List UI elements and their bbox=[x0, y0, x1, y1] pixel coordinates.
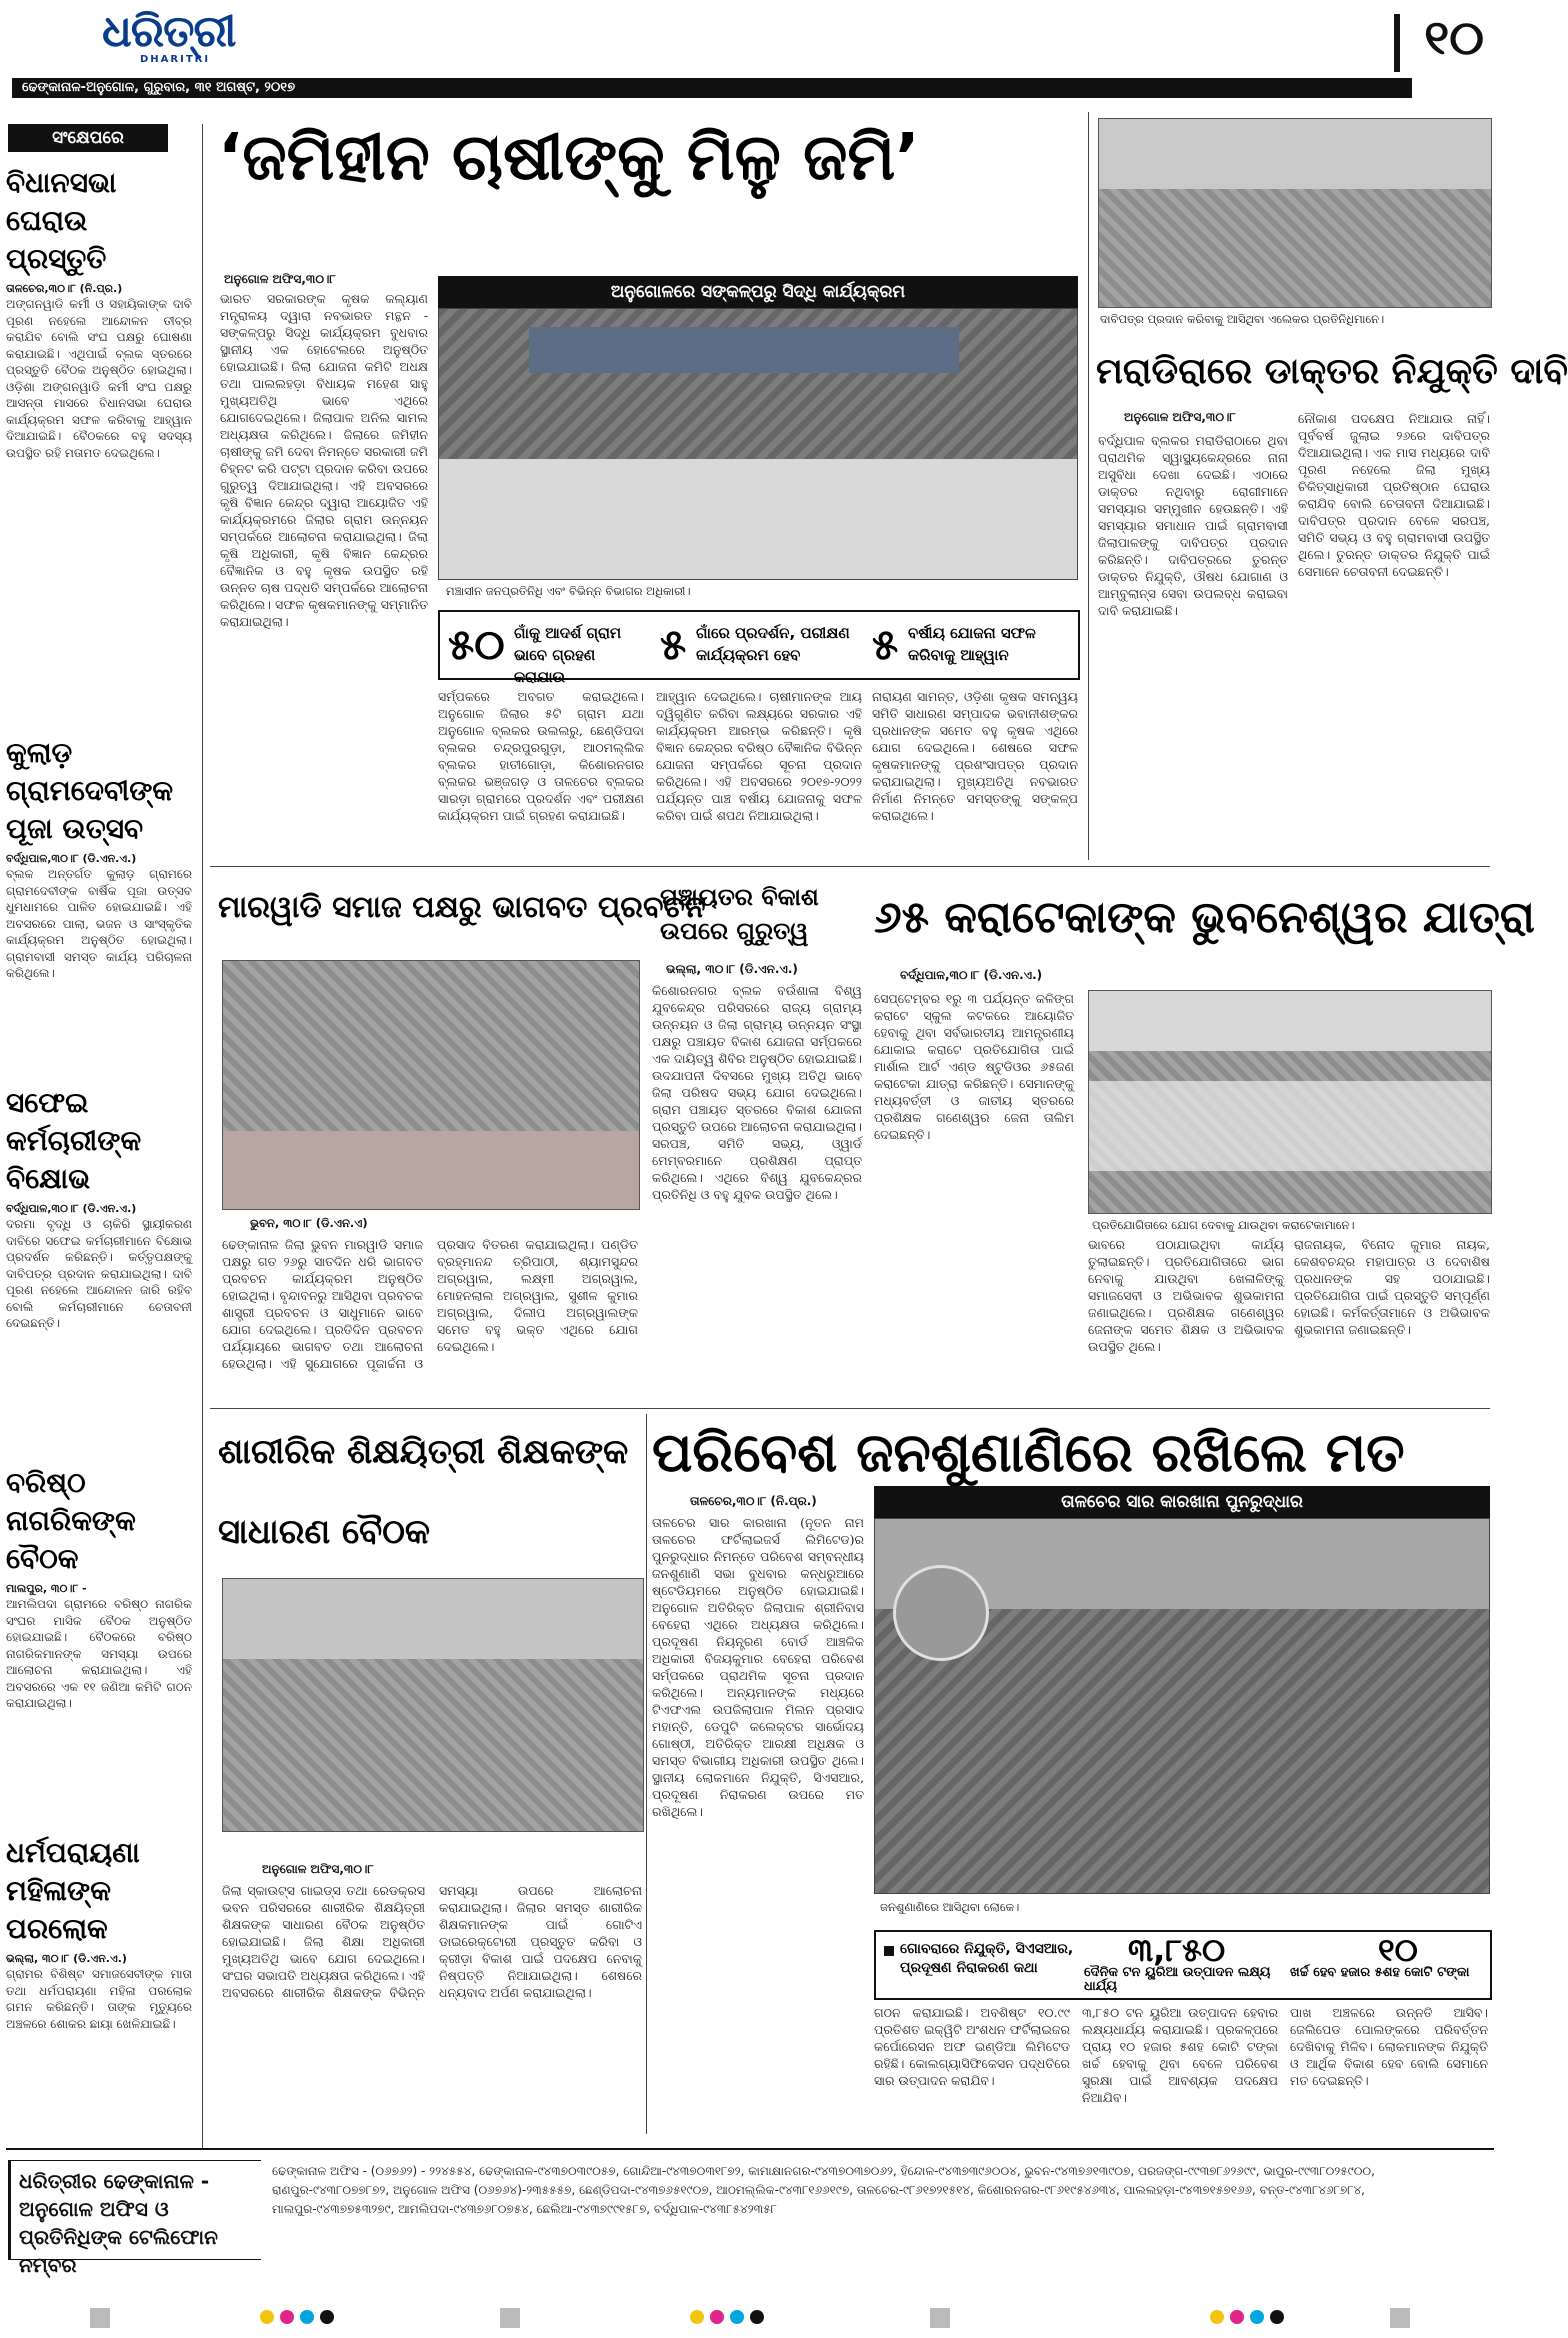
teacher-headline-1: ଶାରୀରିକ ଶିକ୍ଷୟିତ୍ରୀ ଶିକ୍ଷକଙ୍କ bbox=[218, 1432, 629, 1472]
fan-icon bbox=[893, 1565, 989, 1661]
masthead bbox=[12, 6, 1488, 80]
dot-icon bbox=[710, 2310, 724, 2324]
page-number: ୧୦ bbox=[1424, 10, 1484, 66]
sidebar-divider bbox=[202, 124, 203, 2148]
panchayat-headline-text: ପଞ୍ଚାୟତର ବିକାଶ ଉପରେ ଗୁରୁତ୍ୱ bbox=[660, 883, 819, 945]
brief-text: ଆମଲିପଦା ଗ୍ରାମରେ ବରିଷ୍ଠ ନାଗରିକ ସଂଘର ମାସିକ ବୈଠକ ଅନୁଷ୍ଠିତ ହୋଇଯାଇଛି। ବୈଠକରେ ବରିଷ୍ଠ ନାଗରିକମାନଙ୍କ ସମସ୍ୟା ଉପରେ ଆଲୋଚନା କରାଯାଇଥିଲା। ଏହି ଅବସରରେ ଏକ ୧୧ ଜଣିଆ କମିଟି ଗଠନ କରାଯାଇଥିଲା। bbox=[6, 1597, 192, 1710]
fact-number: ୩,୮୫୦ bbox=[1128, 1931, 1226, 1969]
fact-number: ୫୦ bbox=[448, 620, 505, 669]
dot-icon bbox=[320, 2310, 334, 2324]
lead-photo-backdrop bbox=[529, 327, 959, 373]
demand-photo-caption: ଦାବିପତ୍ର ପ୍ରଦାନ କରିବାକୁ ଆସିଥିବା ଏଲେକର ପ୍ରତିନିଧିମାନେ। bbox=[1100, 312, 1385, 326]
dot-icon bbox=[280, 2310, 294, 2324]
demand-headline: ମରାଡିରାରେ ଡାକ୍ତର ନିଯୁକ୍ତି ଦାବି bbox=[1096, 351, 1568, 392]
footer-divider bbox=[6, 2148, 1494, 2150]
karate-col: ରାଜନାୟକ, ବିନୋଦ କୁମାର ନାୟକ, କେଶବଚନ୍ଦ୍ର ମହାପାତ୍ର ଓ ଦେବାଶିଷ ପ୍ରଧାନଙ୍କ ସହ ପଠାଯାଇଛି। ପ୍ରତିଯୋଗିତା ପାଇଁ ପ୍ରସ୍ତୁତି ସମ୍ପୂର୍ଣ୍ଣ ହୋଇଛି। କର୍ମକର୍ତ୍ତାମାନେ ଓ ଅଭିଭାବକ ଶୁଭକାମନା ଜଣାଇଛନ୍ତି। bbox=[1294, 1237, 1490, 1337]
column-divider bbox=[646, 1414, 647, 2134]
masthead-logo bbox=[12, 6, 272, 80]
fact-item bbox=[884, 1936, 1074, 1994]
lead-headline: ‘ଜମିହୀନ ଚାଷୀଙ୍କୁ ମିଳୁ ଜମି’ bbox=[218, 121, 920, 195]
fact-item bbox=[1290, 1931, 1484, 1994]
panchayat-headline bbox=[660, 880, 860, 948]
fact-number: ୫ bbox=[872, 620, 899, 669]
brief-item bbox=[6, 1464, 192, 1846]
dot-icon bbox=[1270, 2310, 1284, 2324]
dot-icon bbox=[1230, 2310, 1244, 2324]
phone-box bbox=[8, 2160, 261, 2277]
dot-icon bbox=[1210, 2310, 1224, 2324]
demand-photo-building bbox=[1099, 119, 1491, 189]
environment-photo bbox=[874, 1518, 1490, 1894]
lead-col: ନାରାୟଣ ସାମନ୍ତ, ଓଡ଼ିଶା କୃଷକ ସମନ୍ୱୟ ସମିତି ସାଧାରଣ ସମ୍ପାଦକ ଭବାନୀଶଙ୍କର ପ୍ରଧାନଙ୍କ ସମେତ ବହୁ କୃଷକ ଏଥିରେ ଯୋଗ ଦେଇଥିଲେ। ଶେଷରେ ସଫଳ କୃଷକମାନଙ୍କୁ ପ୍ରଶଂସାପତ୍ର ପ୍ରଦାନ କରାଯାଇଥିଲା। ମୁଖ୍ୟଅତିଥି ନବଭାରତ ନିର୍ମାଣ ନିମନ୍ତେ ସମସ୍ତଙ୍କୁ ସଙ୍କଳ୍ପ କରାଇଥିଲେ। bbox=[872, 689, 1078, 823]
brief-item bbox=[6, 1834, 192, 2156]
brief-text: ଗ୍ରାମର ବିଶିଷ୍ଟ ସମାଜସେବୀଙ୍କ ମାତା ତଥା ଧର୍ମପରାୟଣା ମହିଳା ପରଲୋକ ଗମନ କରିଛନ୍ତି। ତାଙ୍କ ମୃତ୍ୟୁରେ ଅଞ୍ଚଳରେ ଶୋକର ଛାୟା ଖେଳିଯାଇଛି। bbox=[6, 1967, 192, 2031]
brief-title: କୁଲାଡ଼ ଗ୍ରାମଦେବୀଙ୍କ ପୂଜା ଉତ୍ସବ bbox=[6, 736, 174, 845]
registration-bar bbox=[930, 2308, 950, 2328]
brief-text: ଦରମା ବୃଦ୍ଧି ଓ ଚାକିରି ସ୍ଥାୟୀକରଣ ଦାବିରେ ସଫେଇ କର୍ମଚାରୀମାନେ ବିକ୍ଷୋଭ ପ୍ରଦର୍ଶନ କରିଛନ୍ତି। କର୍ତ୍ତୃପକ୍ଷଙ୍କୁ ଦାବିପତ୍ର ପ୍ରଦାନ କରାଯାଇଥିଲା। ଦାବି ପୂରଣ ନହେଲେ ଆନ୍ଦୋଳନ ଜାରି ରହିବ ବୋଲି କର୍ମଚାରୀମାନେ ଚେତାବନୀ ଦେଇଛନ୍ତି। bbox=[6, 1217, 192, 1330]
brief-item bbox=[6, 1084, 192, 1506]
karate-photo-wall bbox=[1089, 991, 1491, 1051]
sidebar bbox=[6, 124, 196, 2148]
demand-dateline: ଅନୁଗୋଳ ଅଫିସ,୩୦।୮ bbox=[1124, 410, 1236, 424]
brief-dateline: ତାଳଚେର,୩୦।୮ (ନି.ପ୍ର.) bbox=[6, 282, 123, 295]
sidebar-label: ସଂକ୍ଷେପରେ bbox=[8, 124, 168, 152]
karate-photo-uniforms bbox=[1089, 1081, 1491, 1171]
lead-photo-table bbox=[439, 459, 1077, 579]
registration-bar bbox=[500, 2308, 520, 2328]
lead-facts bbox=[438, 610, 1080, 686]
environment-banner: ତାଳଚେର ସାର କାରଖାନା ପୁନରୁଦ୍ଧାର bbox=[874, 1486, 1490, 1518]
square-bullet-icon bbox=[884, 1946, 894, 1956]
brief-dateline: ଭଲ୍ଲା, ୩୦।୮ (ଡି.ଏନ.ଏ.) bbox=[6, 1952, 127, 1965]
demand-col: ବର୍ଦ୍ଧିପାଳ ବ୍ଲକର ମରାଡିରାଠାରେ ଥିବା ପ୍ରାଥମିକ ସ୍ୱାସ୍ଥ୍ୟକେନ୍ଦ୍ରରେ ନାନା ଅସୁବିଧା ଦେଖା ଦେଇଛି। ଏଠାରେ ଡାକ୍ତର ନଥିବାରୁ ରୋଗୀମାନେ ସମସ୍ୟାର ସମ୍ମୁଖୀନ ହେଉଛନ୍ତି। ଏହି ସମସ୍ୟାର ସମାଧାନ ପାଇଁ ଗ୍ରାମବାସୀ ଜିଲାପାଳଙ୍କୁ ଦାବିପତ୍ର ପ୍ରଦାନ କରିଛନ୍ତି। ଦାବିପତ୍ରରେ ତୁରନ୍ତ ଡାକ୍ତର ନିଯୁକ୍ତି, ଔଷଧ ଯୋଗାଣ ଓ ଆମ୍ବୁଲାନ୍ସ ସେବା ଉପଲବ୍ଧ କରାଇବା ଦାବି କରାଯାଇଛି। bbox=[1098, 433, 1288, 618]
fact-number: ୧୦ bbox=[1378, 1931, 1418, 1969]
environment-photo-caption: ଜନଶୁଣାଣିରେ ଆସିଥିବା ଲୋକେ। bbox=[880, 1900, 1020, 1914]
brief-title: ବରିଷ୍ଠ ନାଗରିକଙ୍କ ବୈଠକ bbox=[6, 1466, 136, 1575]
section-divider bbox=[210, 866, 1490, 867]
dot-icon bbox=[690, 2310, 704, 2324]
registration-dots bbox=[260, 2310, 350, 2326]
fact-item bbox=[872, 616, 1072, 674]
teacher-body: ଜିଲା ସ୍କାଉଟ୍ସ ଗାଇଡ୍ସ ତଥା ରେଡକ୍ରସ ଭବନ ପରିସରରେ ଶାରୀରିକ ଶିକ୍ଷୟିତ୍ରୀ ଶିକ୍ଷକଙ୍କ ସାଧାରଣ ବୈଠକ ଅନୁଷ୍ଠିତ ହୋଇଯାଇଛି। ଜିଲା ଶିକ୍ଷା ଅଧିକାରୀ ମୁଖ୍ୟଅତିଥି ଭାବେ ଯୋଗ ଦେଇଥିଲେ। ସଂଘର ସଭାପତି ଅଧ୍ୟକ୍ଷତା କରିଥିଲେ। ଏହି ଅବସରରେ ଶାରୀରିକ ଶିକ୍ଷକଙ୍କ ବିଭିନ୍ନ ସମସ୍ୟା ଉପରେ ଆଲୋଚନା କରାଯାଇଥିଲା। ଜିଲାର ସମସ୍ତ ଶାରୀରିକ ଶିକ୍ଷକମାନଙ୍କ ପାଇଁ ଗୋଟିଏ ଡାଇରେକ୍ଟୋରୀ ପ୍ରସ୍ତୁତ କରିବା ଓ କ୍ରୀଡ଼ା ବିକାଶ ପାଇଁ ପଦକ୍ଷେପ ନେବାକୁ ନିଷ୍ପତ୍ତି ନିଆଯାଇଥିଲା। ଶେଷରେ ଧନ୍ୟବାଦ ଅର୍ପଣ କରାଯାଇଥିଲା। bbox=[222, 1883, 642, 2000]
logo-text: ଧରିତ୍ରୀ bbox=[102, 6, 236, 57]
brief-title: ବିଧାନସଭା ଘେରାଉ ପ୍ରସ୍ତୁତି bbox=[6, 166, 117, 275]
dot-icon bbox=[300, 2310, 314, 2324]
registration-marks bbox=[0, 2304, 1500, 2334]
karate-body: ସେପ୍ଟେମ୍ବର ୧ରୁ ୩ ପର୍ଯ୍ୟନ୍ତ କଳିଙ୍ଗ କରାଟେ ସ୍କୁଲ କଟକରେ ଆୟୋଜିତ ହେବାକୁ ଥିବା ସର୍ବଭାରତୀୟ ଆମନ୍ତ୍ରଣୀୟ ଯୋକାଇ କରାଟେ ପ୍ରତିଯୋଗିତା ପାଇଁ ମାର୍ଶାଲ ଆର୍ଟ ଏଣ୍ଡ ଷ୍ଟୁଡିଓର ୬୫ଜଣ କରାଟେକା ଯାତ୍ରା କରିଛନ୍ତି। ସେମାନଙ୍କୁ ମଧ୍ୟବର୍ତ୍ତୀ ଓ ଜାତୀୟ ସ୍ତରରେ ପ୍ରଶିକ୍ଷକ ଗଣେଶ୍ୱର ଜେନା ତାଲିମ ଦେଇଛନ୍ତି। bbox=[874, 991, 1074, 1142]
phone-box-title: ଧରିତ୍ରୀର ଢେଙ୍କାନାଳ - ଅନୁଗୋଳ ଅଫିସ ଓ ପ୍ରତିନିଧିଙ୍କ ଟେଲିଫୋନ ନମ୍ବର bbox=[19, 2169, 218, 2277]
environment-headline: ପରିବେଶ ଜନଶୁଣାଣିରେ ରଖିଲେ ମତ bbox=[652, 1421, 1405, 1484]
registration-bar bbox=[90, 2308, 110, 2328]
logo-subtext: DHARITRI bbox=[140, 54, 211, 65]
environment-facts bbox=[874, 1930, 1492, 2000]
lead-photo-block bbox=[438, 276, 1078, 606]
registration-bar bbox=[1390, 2308, 1410, 2328]
karate-col: ଭାବରେ ପଠାଯାଇଥିବା କାର୍ଯ୍ୟ ତୁଲାଇଛନ୍ତି। ପ୍ରତିଯୋଗିତାରେ ଭାଗ ନେବାକୁ ଯାଉଥିବା ଖେଳାଳିଙ୍କୁ ସମାଜସେବୀ ଓ ଅଭିଭାବକ ଶୁଭକାମନା ଜଣାଇଥିଲେ। ପ୍ରଶିକ୍ଷକ ଗଣେଶ୍ୱର ଜେନାଙ୍କ ସମେତ ଶିକ୍ଷକ ଓ ଅଭିଭାବକ ଉପସ୍ଥିତ ଥିଲେ। bbox=[1088, 1237, 1284, 1354]
environment-dateline: ତାଳଚେର,୩୦।୮ (ନି.ପ୍ର.) bbox=[690, 1494, 817, 1508]
panchayat-body: କିଶୋରନଗର ବ୍ଲକ ବଉଁଶାଳା ବିଶ୍ୱ ଯୁବକେନ୍ଦ୍ର ପରିସରରେ ରାଜ୍ୟ ଗ୍ରାମ୍ୟ ଉନ୍ନୟନ ଓ ଜିଲା ଗ୍ରାମ୍ୟ ଉନ୍ନୟନ ସଂସ୍ଥା ପକ୍ଷରୁ ପଞ୍ଚାୟତ ବିକାଶ ଯୋଜନା ସର୍ମ୍ପକରେ ଏକ ଦାୟିତ୍ୱ ଶିବିର ଅନୁଷ୍ଠିତ ହୋଇଯାଇଛି। ଉଦଯାପନୀ ଦିବସରେ ମୁଖ୍ୟ ଅତିଥି ଭାବେ ଜିଲା ପରିଷଦ ସଭ୍ୟ ଯୋଗ ଦେଇଥିଲେ। ଗ୍ରାମ ପଞ୍ଚାୟତ ସ୍ତରରେ ବିକାଶ ଯୋଜନା ପ୍ରସ୍ତୁତି ଉପରେ ଆଲୋଚନା କରାଯାଇଥିଲା। ସରପଞ୍ଚ, ସମିତି ସଭ୍ୟ, ଓ୍ୱାର୍ଡ ମେମ୍ବରମାନେ ପ୍ରଶିକ୍ଷଣ ପ୍ରାପ୍ତ କରିଥିଲେ। ଏଥିରେ ବିଶ୍ୱ ଯୁବକେନ୍ଦ୍ରର ପ୍ରତିନିଧି ଓ ବହୁ ଯୁବକ ଉପସ୍ଥିତ ଥିଲେ। bbox=[652, 983, 862, 1202]
dateline-bar bbox=[12, 78, 1412, 98]
dot-icon bbox=[1250, 2310, 1264, 2324]
demand-photo bbox=[1098, 118, 1492, 308]
lead-col: ଆହ୍ୱାନ ଦେଇଥିଲେ। ଚାଷୀମାନଙ୍କ ଆୟ ଦ୍ୱିଗୁଣିତ କରିବା ଲକ୍ଷ୍ୟରେ ସରକାର ଏହି କାର୍ଯ୍ୟକ୍ରମ ଆରମ୍ଭ କରିଛନ୍ତି। କୃଷି ବିଜ୍ଞାନ କେନ୍ଦ୍ରର ବରିଷ୍ଠ ବୈଜ୍ଞାନିକ ବିଭିନ୍ନ ଯୋଜନା ସମ୍ପର୍କରେ ସୂଚନା ପ୍ରଦାନ କରିଥିଲେ। ଏହି ଅବସରରେ ୨୦୧୭-୨୦୨୨ ପର୍ଯ୍ୟନ୍ତ ପାଞ୍ଚ ବର୍ଷୀୟ ଯୋଜନାକୁ ସଫଳ କରିବା ପାଇଁ ଶପଥ ନିଆଯାଇଥିଲା। bbox=[656, 689, 862, 823]
teacher-dateline: ଅନୁଗୋଳ ଅଫିସ,୩୦।୮ bbox=[262, 1862, 374, 1876]
environment-photo-block bbox=[874, 1486, 1490, 1926]
dot-icon bbox=[260, 2310, 274, 2324]
marwadi-photo-floor bbox=[223, 1131, 639, 1209]
karate-dateline: ବର୍ଦ୍ଧିପାଳ,୩୦।୮ (ଡି.ଏନ.ଏ.) bbox=[900, 968, 1043, 982]
marwadi-body: ଢେଙ୍କାନାଳ ଜିଲା ଭୁବନ ମାରୱାଡି ସମାଜ ପକ୍ଷରୁ ଗତ ୨୬ରୁ ସାତଦିନ ଧରି ଭାଗବତ ପ୍ରବଚନ କାର୍ଯ୍ୟକ୍ରମ ଅନୁଷ୍ଠିତ ହୋଇଥିଲା। ବୃନ୍ଦାବନରୁ ଆସିଥିବା ପ୍ରବଚକ ଶାସ୍ତ୍ରୀ ପ୍ରବଚନ ଓ ସାଧୁମାନେ ଭାବେ ଯୋଗ ଦେଇଥିଲେ। ପ୍ରତିଦିନ ପ୍ରବଚନ ପର୍ଯ୍ୟାୟରେ ଭାଗବତ ତଥା ଆଲୋଚନା ହେଉଥିଲା। ଏହି ସୁଯୋଗରେ ପୂଜାର୍ଚ୍ଚନା ଓ ପ୍ରସାଦ ବିତରଣ କରାଯାଇଥିଲା। ପଣ୍ଡିତ ବ୍ରହ୍ମାନନ୍ଦ ତ୍ରିପାଠୀ, ଶ୍ୟାମସୁନ୍ଦର ଅଗ୍ରୱାଲ, ଲକ୍ଷ୍ମୀ ଅଗ୍ରୱାଲ, ମୋହନଲାଲ ଅଗ୍ରୱାଲ, ସୁଶୀଳ କୁମାର ଅଗ୍ରୱାଲ, ଦିଲୀପ ଅଗ୍ରୱାଲଙ୍କ ସମେତ ବହୁ ଭକ୍ତ ଏଥିରେ ଯୋଗ ଦେଇଥିଲେ। bbox=[222, 1237, 638, 1371]
brief-title: ସଫେଇ କର୍ମଚାରୀଙ୍କ ବିକ୍ଷୋଭ bbox=[6, 1086, 142, 1195]
brief-text: ବ୍ଲକ ଅନ୍ତର୍ଗତ କୁଲାଡ଼ ଗ୍ରାମରେ ଗ୍ରାମଦେବୀଙ୍କ ବାର୍ଷିକ ପୂଜା ଉତ୍ସବ ଧୁମଧାମରେ ପାଳିତ ହୋଇଯାଇଛି। ଏହି ଅବସରରେ ପାଲା, ଭଜନ ଓ ସାଂସ୍କୃତିକ କାର୍ଯ୍ୟକ୍ରମ ଅନୁଷ୍ଠିତ ହୋଇଥିଲା। ଗ୍ରାମବାସୀ ସମସ୍ତ କାର୍ଯ୍ୟ ପରିଚାଳନା କରିଥିଲେ। bbox=[6, 867, 192, 980]
dot-icon bbox=[730, 2310, 744, 2324]
environment-col: ୩,୮୫୦ ଟନ ୟୁରିଆ ଉତ୍ପାଦନ ହେବାର ଲକ୍ଷ୍ୟଧାର୍ଯ୍ୟ କରାଯାଇଛି। ପ୍ରକଳ୍ପରେ ପ୍ରାୟ ୧୦ ହଜାର ୫ଶହ କୋଟି ଟଙ୍କା ଖର୍ଚ୍ଚ ହେବାକୁ ଥିବା ବେଳେ ପରିବେଶ ସୁରକ୍ଷା ପାଇଁ ଆବଶ୍ୟକ ପଦକ୍ଷେପ ନିଆଯିବ। bbox=[1082, 2005, 1278, 2105]
marwadi-headline: ମାରୱାଡି ସମାଜ ପକ୍ଷରୁ ଭାଗବତ ପ୍ରବଚନ bbox=[218, 890, 706, 925]
lead-body: ଭାରତ ସରକାରଙ୍କ କୃଷକ କଲ୍ୟାଣ ମନ୍ତ୍ରାଳୟ ଦ୍ୱାରା ନବଭାରତ ମନ୍ଥନ - ସଙ୍କଳ୍ପରୁ ସିଦ୍ଧି କାର୍ଯ୍ୟକ୍ରମ ବୁଧବାର ସ୍ଥାନୀୟ ଏକ ହୋଟେଲରେ ଅନୁଷ୍ଠିତ ହୋଇଯାଇଛି। ଜିଲା ଯୋଜନା କମିଟି ଅଧକ୍ଷ ତଥା ପାଲଲହଡ଼ା ବିଧାୟକ ମହେଶ ସାହୁ ମୁଖ୍ୟଅତିଥି ଭାବେ ଏଥିରେ ଯୋଗଦେଇଥିଲେ। ଜିଲାପାଳ ଅନିଲ ସାମଲ ଅଧ୍ୟକ୍ଷତା କରିଥିଲେ। ଜିଲାରେ ଜମିହୀନ ଚାଷୀଙ୍କୁ ଜମି ଦେବା ନିମନ୍ତେ ସରକାରୀ ଜମି ଚିହ୍ନଟ କରି ପଟ୍ଟା ପ୍ରଦାନ କରିବା ଉପରେ ଗୁରୁତ୍ୱ ଦିଆଯାଇଥିଲା। ଏହି ଅବସରରେ କୃଷି ବିଜ୍ଞାନ କେନ୍ଦ୍ର ଦ୍ୱାରା ଆୟୋଜିତ ଏହି କାର୍ଯ୍ୟକ୍ରମରେ ଜିଲାର ଗ୍ରାମ ଉନ୍ନୟନ ସମ୍ପର୍କରେ ଆଲୋଚନା କରାଯାଇଥିଲା। ଜିଲା କୃଷି ଅଧିକାରୀ, କୃଷି ବିଜ୍ଞାନ କେନ୍ଦ୍ରର ବୈଜ୍ଞାନିକ ଓ ବହୁ କୃଷକ ଉପସ୍ଥିତ ରହି ଉନ୍ନତ ଚାଷ ପଦ୍ଧତି ସମ୍ପର୍କରେ ଆଲୋଚନା କରିଥିଲେ। ସଫଳ କୃଷକମାନଙ୍କୁ ସମ୍ମାନିତ କରାଯାଇଥିଲା। bbox=[220, 291, 428, 629]
lead-col: ସର୍ମ୍ପକରେ ଅବଗତ କରାଇଥିଲେ। ଅନୁଗୋଳ ଜିଲାର ୫ଟି ଗ୍ରାମ ଯଥା ଅନୁଗୋଳ ବ୍ଲକର ଉଲଲରୁ, ଛେଣ୍ଡିପଦା ବ୍ଲକର ଚନ୍ଦ୍ରପୁରଗୁଡ଼ା, ଆଠମଲ୍ଲିକ ବ୍ଲକର ହାତୀଗୋଡ଼ା, କିଶୋରନଗର ବ୍ଲକର ଭଞ୍ଜଗଡ଼ ଓ ତାଳଚେର ବ୍ଲକର ସାରଡ଼ା ଗ୍ରାମରେ ପ୍ରଦର୍ଶନ ଏବଂ ପରୀକ୍ଷଣ କାର୍ଯ୍ୟକ୍ରମ ପାଇଁ ଗ୍ରହଣ କରାଯାଇଛି। bbox=[438, 689, 644, 823]
fact-item bbox=[1084, 1931, 1280, 1994]
fact-item bbox=[448, 616, 648, 686]
demand-col: ନୌକାଶ ପଦକ୍ଷେପ ନିଆଯାଉ ନାହିଁ। ପୂର୍ବବର୍ଷ ଜୁଲାଇ ୨୬ରେ ଦାବିପତ୍ର ଦିଆଯାଇଥିଲା। ଏକ ମାସ ମଧ୍ୟରେ ଦାବି ପୂରଣ ନହେଲେ ଜିଲା ମୁଖ୍ୟ ଚିକିତ୍ସାଧିକାରୀ ପ୍ରତିଷ୍ଠାନ ଘେରାଉ କରାଯିବ ବୋଲି ଚେତାବନୀ ଦିଆଯାଇଛି। ଦାବିପତ୍ର ପ୍ରଦାନ ବେଳେ ସରପଞ୍ଚ, ସମିତି ସଭ୍ୟ ଓ ବହୁ ଗ୍ରାମବାସୀ ଉପସ୍ଥିତ ଥିଲେ। ତୁରନ୍ତ ଡାକ୍ତର ନିଯୁକ୍ତି ପାଇଁ ସେମାନେ ଚେତାବନୀ ଦେଇଛନ୍ତି। bbox=[1298, 411, 1490, 579]
dateline-bar-text: ଢେଙ୍କାନାଳ-ଅନୁଗୋଳ, ଗୁରୁବାର, ୩୧ ଅଗଷ୍ଟ, ୨୦୧୭ bbox=[22, 80, 296, 95]
brief-dateline: ବର୍ଦ୍ଧିପାଳ,୩୦।୮ (ଡି.ଏନ.ଏ.) bbox=[6, 1202, 137, 1215]
lead-photo-caption: ମଞ୍ଚାସୀନ ଜନପ୍ରତିନିଧି ଏବଂ ବିଭିନ୍ନ ବିଭାଗର ଅଧିକାରୀ। bbox=[446, 584, 691, 598]
fact-text: ଖର୍ଚ୍ଚ ହେବ ହଜାର ୫ଶହ କୋଟି ଟଙ୍କା bbox=[1290, 1965, 1470, 1980]
brief-title: ଧର୍ମପରାୟଣା ମହିଳାଙ୍କ ପରଲୋକ bbox=[6, 1836, 140, 1945]
marwadi-photo-caption: ଭୁବନ, ୩୦।୮ (ଡି.ଏନ.ଏ) bbox=[250, 1216, 368, 1230]
page-number-bar bbox=[1394, 14, 1400, 72]
teacher-photo-wall bbox=[223, 1579, 643, 1659]
fact-text: ଗାଁରେ ପ୍ରଦର୍ଶନ, ପରୀକ୍ଷଣ କାର୍ଯ୍ୟକ୍ରମ ହେବ bbox=[696, 624, 850, 664]
registration-dots bbox=[1210, 2310, 1300, 2326]
teacher-photo bbox=[222, 1578, 644, 1832]
lead-photo bbox=[438, 308, 1078, 580]
karate-headline: ୬୫ କରାଟେକାଙ୍କ ଭୁବନେଶ୍ୱର ଯାତ୍ରା bbox=[874, 892, 1535, 943]
teacher-headline-2: ସାଧାରଣ ବୈଠକ bbox=[218, 1512, 431, 1552]
brief-item bbox=[6, 164, 192, 776]
karate-photo-caption: ପ୍ରତିଯୋଗିତାରେ ଯୋଗ ଦେବାକୁ ଯାଉଥିବା କରାଟେକାମାନେ। bbox=[1092, 1218, 1355, 1232]
dot-icon bbox=[750, 2310, 764, 2324]
environment-body: ତାଳଚେର ସାର କାରଖାନା (ନୂତନ ନାମ ତାଳଚେର ଫର୍ଟିଲାଇଜର୍ସ ଲିମିଟେଡ)ର ପୁନରୁଦ୍ଧାର ନିମନ୍ତେ ପରିବେଶ ସମ୍ବନ୍ଧୀୟ ଜନଶୁଣାଣି ସଭା ବୁଧବାର କନ୍ଧରୁଆରେ ଷ୍ଟେଡିୟମରେ ଅନୁଷ୍ଠିତ ହୋଇଯାଇଛି। ଅନୁଗୋଳ ଅତିରିକ୍ତ ଜିଲାପାଳ ଶ୍ରୀନିବାସ ବେହେରା ଏଥିରେ ଅଧ୍ୟକ୍ଷତା କରିଥିଲେ। ପ୍ରଦୂଷଣ ନିୟନ୍ତ୍ରଣ ବୋର୍ଡ ଆଞ୍ଚଳିକ ଅଧିକାରୀ ବିଜୟକୁମାର ବେହେରା ପରିବେଶ ସର୍ମ୍ପକରେ ପ୍ରାଥମିକ ସୂଚନା ପ୍ରଦାନ କରିଥିଲେ। ଅନ୍ୟମାନଙ୍କ ମଧ୍ୟରେ ଟିଏଫଏଲ ଉପଜିଲାପାଳ ମିଲନ ପ୍ରସାଦ ମହାନ୍ତି, ଡେପୁଟି କଲେକ୍ଟର ସାର୍ଭୋଦୟ ଗୋଷ୍ଠୀ, ଅତିରିକ୍ତ ଆରକ୍ଷୀ ଅଧିକ୍ଷକ ଓ ସମସ୍ତ ବିଭାଗୀୟ ଅଧିକାରୀ ଉପସ୍ଥିତ ଥିଲେ। ସ୍ଥାନୀୟ ଲୋକମାନେ ନିଯୁକ୍ତି, ସିଏସଆର, ପ୍ରଦୂଷଣ ନିରାକରଣ ଉପରେ ମତ ରଖିଥିଲେ। bbox=[652, 1515, 864, 1819]
brief-dateline: ମାଲପୁର, ୩୦।୮ - bbox=[6, 1582, 87, 1595]
fact-text: ଗୋବରାରେ ନିଯୁକ୍ତି, ସିଏସଆର, ପ୍ରଦୂଷଣ ନିରାକରଣ କଥା bbox=[900, 1941, 1074, 1976]
environment-col: ଗଠନ କରାଯାଇଛି। ଅବଶିଷ୍ଟ ୧୦.୯୯ ପ୍ରତିଶତ ଇକ୍ୱିଟି ଅଂଶଧନ ଫର୍ଟିଲାଇଜର କର୍ପୋରେସନ ଅଫ ଇଣ୍ଡିଆ ଲିମିଟେଡ ରହିଛି। କୋଲଗ୍ୟାସିଫିକେସନ ପଦ୍ଧତିରେ ସାର ଉତ୍ପାଦନ କରାଯିବ। bbox=[874, 2005, 1070, 2088]
lead-banner: ଅନୁଗୋଳରେ ସଙ୍କଳ୍ପରୁ ସିଦ୍ଧି କାର୍ଯ୍ୟକ୍ରମ bbox=[438, 276, 1078, 308]
brief-dateline: ବର୍ଦ୍ଧିପାଳ,୩୦।୮ (ଡି.ଏନ.ଏ.) bbox=[6, 852, 137, 865]
fact-text: ଗାଁକୁ ଆଦର୍ଶ ଗ୍ରାମ ଭାବେ ଗ୍ରହଣ କରାଯାଉ bbox=[514, 624, 622, 686]
karate-photo bbox=[1088, 990, 1492, 1214]
fact-text: ଦୈନିକ ଟନ ୟୁରିଆ ଉତ୍ପାଦନ ଲକ୍ଷ୍ୟ ଧାର୍ଯ୍ୟ bbox=[1084, 1965, 1271, 1994]
brief-item bbox=[6, 734, 192, 1116]
phone-list: ଢେଙ୍କାନାଳ ଅଫିସ - (୦୬୭୬୨) - ୨୨୪୫୫୪, ଢେଙ୍କାନାଳ-୯୪୩୭୦୩୯୦୫୭, ଗୋନ୍ଦିଆ-୯୪୩୭୦୩୧୮୭୨, କାମାକ୍ଷାନଗର-୯୪୩୭୦୩୭୦୬୨, ହିନ୍ଦୋଳ-୯୪୩୭୩୯୬୦୦୪, ଭୁବନ-୯୪୩୭୬୧୩୯୦୭, ପରଜଙ୍ଗ-୯୯୩୭୮୬୨୬୯୯, ଭାପୁର-୯୯୩୮୦୨୫୯୦୦, ରାଣପୁର-୯୪୩୮୦୭୭୮୭୨, ଅନୁଗୋଳ ଅଫିସ (୦୬୭୬୪)-୨୩୫୫୫୭, ଛେଣ୍ଡିପଦା-୯୪୩୭୬୫୧୯୦୭, ଆଠମଲ୍ଲିକ-୯୪୩୮୧୬୬୧୯୭, ତାଳଚେର-୯୮୬୧୭୨୧୫୧୪, କିଶୋରନଗର-୯୮୬୧୯୫୪୬୩୪, ପାଲଲହଡ଼ା-୯୪୩୭୧୫୭୧୬୬, ବନ୍ତ-୯୪୩୮୪୬୮୭୮୪, ମାଲପୁର-୯୪୩୭୭୫୩୨୭୯, ଆମଲିପଦା-୯୪୩୭୬୮୦୭୫୪, ଛେଲିଆ-୯୪୩୭୯୯୧୫୮୭, ବର୍ଦ୍ଧିପାଳ-୯୪୩୮୫୪୨୩୫୮ bbox=[272, 2164, 1375, 2216]
fact-item bbox=[660, 616, 860, 674]
column-divider bbox=[1088, 112, 1089, 860]
environment-col: ପାଖ ଅଞ୍ଚଳରେ ଉନ୍ନତି ଆସିବ। ଜେଲିପେଡ ପୋଲଙ୍କରେ ପରିବର୍ତ୍ତନ ଦେଖିବାକୁ ମିଳିବ। ଲୋକମାନଙ୍କ ନିଯୁକ୍ତି ଓ ଆର୍ଥିକ ବିକାଶ ହେବ ବୋଲି ସେମାନେ ମତ ଦେଇଛନ୍ତି। bbox=[1290, 2005, 1488, 2088]
section-divider bbox=[210, 1408, 1490, 1409]
fact-number: ୫ bbox=[660, 620, 687, 669]
brief-text: ଅଙ୍ଗନୱାଡି କର୍ମୀ ଓ ସହାୟିକାଙ୍କ ଦାବି ପୂରଣ ନହେଲେ ଆନ୍ଦୋଳନ ତୀବ୍ର କରାଯିବ ବୋଲି ସଂଘ ପକ୍ଷରୁ ଘୋଷଣା କରାଯାଇଛି। ଏଥିପାଇଁ ବ୍ଲକ ସ୍ତରରେ ପ୍ରସ୍ତୁତି ବୈଠକ ଅନୁଷ୍ଠିତ ହୋଇଥିଲା। ଓଡ଼ିଶା ଅଙ୍ଗନୱାଡି କର୍ମୀ ସଂଘ ପକ୍ଷରୁ ଆସନ୍ତା ମାସରେ ବିଧାନସଭା ଘେରାଉ କାର୍ଯ୍ୟକ୍ରମ ସଫଳ କରିବାକୁ ଆହ୍ୱାନ ଦିଆଯାଇଛି। ବୈଠକରେ ବହୁ ସଦସ୍ୟ ଉପସ୍ଥିତ ରହି ମତାମତ ଦେଇଥିଲେ। bbox=[6, 297, 192, 460]
marwadi-photo bbox=[222, 960, 640, 1210]
lead-dateline: ଅନୁଗୋଳ ଅଫିସ,୩୦।୮ bbox=[224, 272, 336, 286]
panchayat-dateline: ଭଲ୍ଲା, ୩୦।୮ (ଡି.ଏନ.ଏ.) bbox=[666, 962, 798, 976]
fact-text: ବର୍ଷୀୟ ଯୋଜନା ସଫଳ କରିବାକୁ ଆହ୍ୱାନ bbox=[908, 624, 1036, 664]
registration-dots bbox=[690, 2310, 780, 2326]
